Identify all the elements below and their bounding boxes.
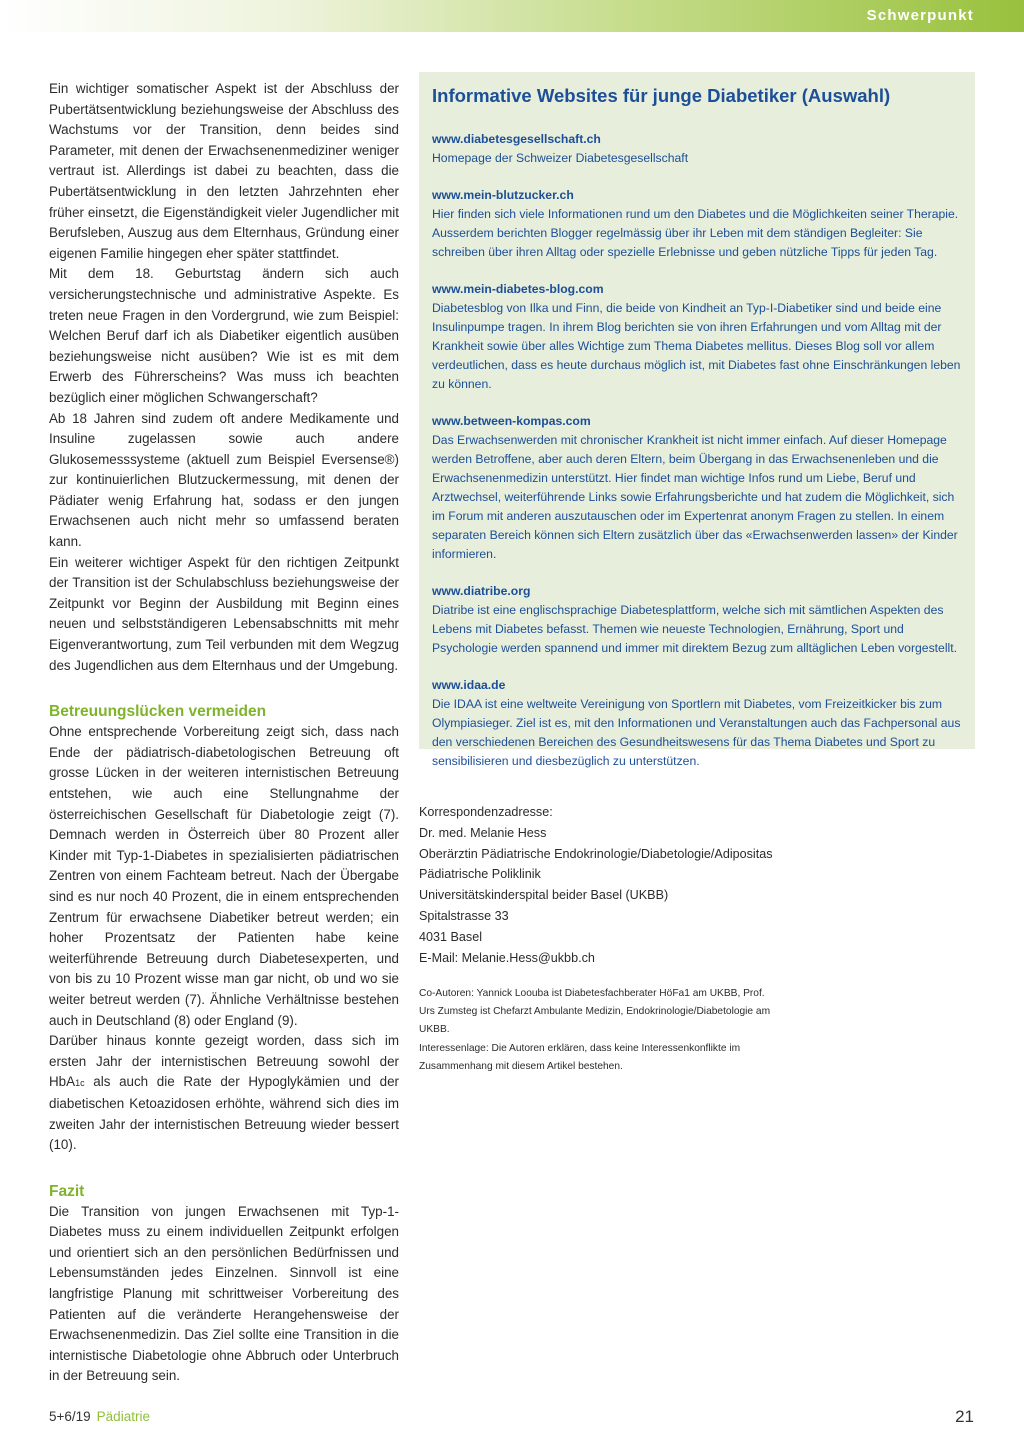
section-label: Schwerpunkt <box>866 7 974 24</box>
subscript: 1c <box>75 1078 85 1089</box>
site-link[interactable]: www.diatribe.org <box>432 584 531 598</box>
subheading-fazit: Fazit <box>49 1182 85 1200</box>
site-entry <box>432 582 963 658</box>
site-description: Diabetesblog von Ilka und Finn, die beide von Kindheit an Typ-I-Diabetiker sind und beide eine Insulinpumpe tragen. In ihrem Blog berichten sie von ihren Erfahrungen und vom Alltag mit der Krankheit sowie über alles Wichtige zum Thema Diabetes mellitus. Dieses Blog soll vor allem verdeutlichen, dass es heute durchaus möglich ist, mit Diabetes fast ohne Einschränkungen leben zu können. <box>432 301 961 391</box>
site-entry <box>432 676 963 771</box>
site-link[interactable]: www.mein-diabetes-blog.com <box>432 282 604 296</box>
contact-line: Pädiatrische Poliklinik <box>419 867 541 882</box>
text-run: als auch die Rate der Hypoglykämien und der diabetischen Ketoazidosen erhöhte, während sich dies im zweiten Jahr der internistischen Betreuung wieder bessert (10). <box>49 1074 399 1153</box>
paragraph: Ein wichtiger somatischer Aspekt ist der Abschluss der Pubertätsentwicklung beziehungsweise der Abschluss des Wachstums vor der Transition, denn beides sind Parameter, mit denen der Erwachsenenmediziner weniger vertraut ist. Allerdings ist dabei zu beachten, dass die Pubertätsentwicklung in den letzten Jahrzehnten eher früher einsetzt, die Eigenständigkeit vieler Jugendlicher mit Berufsleben, Auszug aus dem Elternhaus, Gründung einer eigenen Familie hingegen eher später stattfindet. <box>49 81 399 261</box>
contact-email[interactable]: E-Mail: Melanie.Hess@ukbb.ch <box>419 950 595 965</box>
site-description: Diatribe ist eine englischsprachige Diabetesplattform, welche sich mit sämtlichen Aspekten des Lebens mit Diabetes befasst. Themen wie neueste Technologien, Ernährung, Sport und Psychologie werden spannend und immer mit direktem Bezug zum alltäglichen Leben vorgestellt. <box>432 603 958 655</box>
site-entry <box>432 412 963 564</box>
websites-box <box>419 72 975 768</box>
site-entry <box>432 280 963 394</box>
contact-line: Oberärztin Pädiatrische Endokrinologie/Diabetologie/Adipositas <box>419 846 773 861</box>
contact-line: Spitalstrasse 33 <box>419 908 509 923</box>
page-number: 21 <box>955 1407 974 1426</box>
paragraph: Mit dem 18. Geburtstag ändern sich auch versicherungstechnische und administrative Aspekte. Es treten neue Fragen in den Vordergrund, wie zum Beispiel: Welchen Beruf darf ich als Diabetiker eigentlich ausüben beziehungsweise nicht ausüben? Wie ist es mit dem Erwerb des Führerscheins? Was muss ich beachten bezüglich einer möglichen Schwangerschaft? <box>49 266 399 405</box>
paragraph: Ab 18 Jahren sind zudem oft andere Medikamente und Insuline zugelassen sowie auch andere Glukosemesssysteme (aktuell zum Beispiel Eversense®) zur kontinuierlichen Blutzuckermessung, mit denen der Pädiater wenig Erfahrung hat, sodass er den jungen Erwachsenen auch nicht mehr so umfassend beraten kann. <box>49 410 399 550</box>
subheading-gaps: Betreuungslücken vermeiden <box>49 703 267 721</box>
paragraph: Ein weiterer wichtiger Aspekt für den richtigen Zeitpunkt der Transition ist der Schulabschluss beziehungsweise der Zeitpunkt vor Beginn der Ausbildung mit Beginn eines neuen und selbstständigeren Lebensabschnitts mit mehr Eigenverantwortung, zum Teil verbunden mit dem Wegzug des Jugendlichen aus dem Elternhaus und der Umgebung. <box>49 554 399 673</box>
site-link[interactable]: www.idaa.de <box>432 678 506 692</box>
text-run: Darüber hinaus konnte gezeigt worden, dass sich im ersten Jahr der internistischen Betreuung sowohl der HbA <box>49 1033 399 1090</box>
site-link[interactable]: www.mein-blutzucker.ch <box>432 188 574 202</box>
header-bar <box>0 0 1024 32</box>
site-link[interactable]: www.between-kompas.com <box>432 414 591 428</box>
paragraph: Die Transition von jungen Erwachsenen mit Typ-1-Diabetes muss zu einem individuellen Zeitpunkt erfolgen und orientiert sich an den persönlichen Bedürfnissen und Lebensumständen jedes Einzelnen. Sinnvoll ist eine langfristige Planung mit schrittweiser Vorbereitung des Patienten auf die veränderte Herangehensweise der Erwachsenenmedizin. Das Ziel sollte eine Transition in die internistische Diabetologie ohne Abbruch oder Unterbruch in der Betreuung sein. <box>49 1203 399 1384</box>
box-title: Informative Websites für junge Diabetiker (Auswahl) <box>432 85 891 106</box>
correspondence-address <box>419 802 979 968</box>
site-description: Die IDAA ist eine weltweite Vereinigung von Sportlern mit Diabetes, vom Freizeitkicker bis zum Olympiasieger. Ziel ist es, mit den Informationen und Veranstaltungen auch das Fachpersonal aus den verschiedenen Bereichen des Gesundheitswesens für das Thema Diabetes und Sport zu sensibilisieren und diesbezüglich zu unterstützen. <box>432 697 961 768</box>
site-description: Hier finden sich viele Informationen rund um den Diabetes und die Möglichkeiten seiner Therapie. Ausserdem berichten Blogger regelmässig über ihr Leben mit dem ständigen Begleiter: Sie schreiben über ihren Alltag oder spezielle Erlebnisse und geben nützliche Tipps für jeden Tag. <box>432 207 959 259</box>
site-description: Homepage der Schweizer Diabetesgesellschaft <box>432 151 689 165</box>
site-entry <box>432 186 963 262</box>
issue-number: 5+6/19 <box>49 1409 91 1424</box>
magazine-name: Pädiatrie <box>96 1409 150 1424</box>
site-description: Das Erwachsenwerden mit chronischer Krankheit ist nicht immer einfach. Auf dieser Homepage werden Betroffene, aber auch deren Eltern, beim Übergang in das Erwachsenenleben und die Erwachsenenmedizin unterstützt. Hier findet man wichtige Infos rund um Liebe, Beruf und Arztwechsel, weiterführende Links sowie Erfahrungsberichte und hat zudem die Möglichkeit, sich im Forum mit anderen auszutauschen oder im Expertenrat anonym Fragen zu stellen. In einem separaten Bereich können sich Eltern zusätzlich über das «Erwachsenwerden lassen» der Kinder informieren. <box>432 433 958 561</box>
contact-line: Korrespondenzadresse: <box>419 805 553 819</box>
footer-issue <box>49 1409 150 1424</box>
paragraph: Ohne entsprechende Vorbereitung zeigt sich, dass nach Ende der pädiatrisch-diabetologischen Betreuung oft grosse Lücken in der weiteren internistischen Betreuung entstehen, wie auch eine Stellungnahme der österreichischen Gesellschaft für Diabetologie zeigt (7). Demnach werden in Österreich über 80 Prozent aller Kinder mit Typ-1-Diabetes in spezialisierten pädiatrischen Zentren von einem Fachteam betreut. Nach der Übergabe sind es nur noch 40 Prozent, die in einem entsprechenden Zentrum für erwachsene Diabetiker betreut werden; ein hoher Prozentsatz der Patienten habe keine weiterführende Betreuung durch Diabetesexperten, und von bis zu 10 Prozent wisse man gar nicht, ob und wo sie weiter betreut werden (7). Ähnliche Verhältnisse bestehen auch in Deutschland (8) oder England (9). <box>49 724 399 1028</box>
interests-note: Interessenlage: Die Autoren erklären, dass keine Interessenkonflikte im Zusammenhang mit diesem Artikel bestehen. <box>419 1043 741 1072</box>
contact-line: 4031 Basel <box>419 929 483 944</box>
article-body <box>49 79 399 1387</box>
contact-line: Universitätskinderspital beider Basel (UKBB) <box>419 888 669 903</box>
coauthors-note: Co-Autoren: Yannick Loouba ist Diabetesfachberater HöFa1 am UKBB, Prof. Urs Zumsteg ist Chefarzt Ambulante Medizin, Endokrinologie/Diabetologie am UKBB. <box>419 988 771 1035</box>
paragraph <box>49 1031 399 1156</box>
contact-line: Dr. med. Melanie Hess <box>419 825 547 840</box>
site-entry <box>432 130 963 168</box>
site-link[interactable]: www.diabetesgesellschaft.ch <box>432 132 601 146</box>
